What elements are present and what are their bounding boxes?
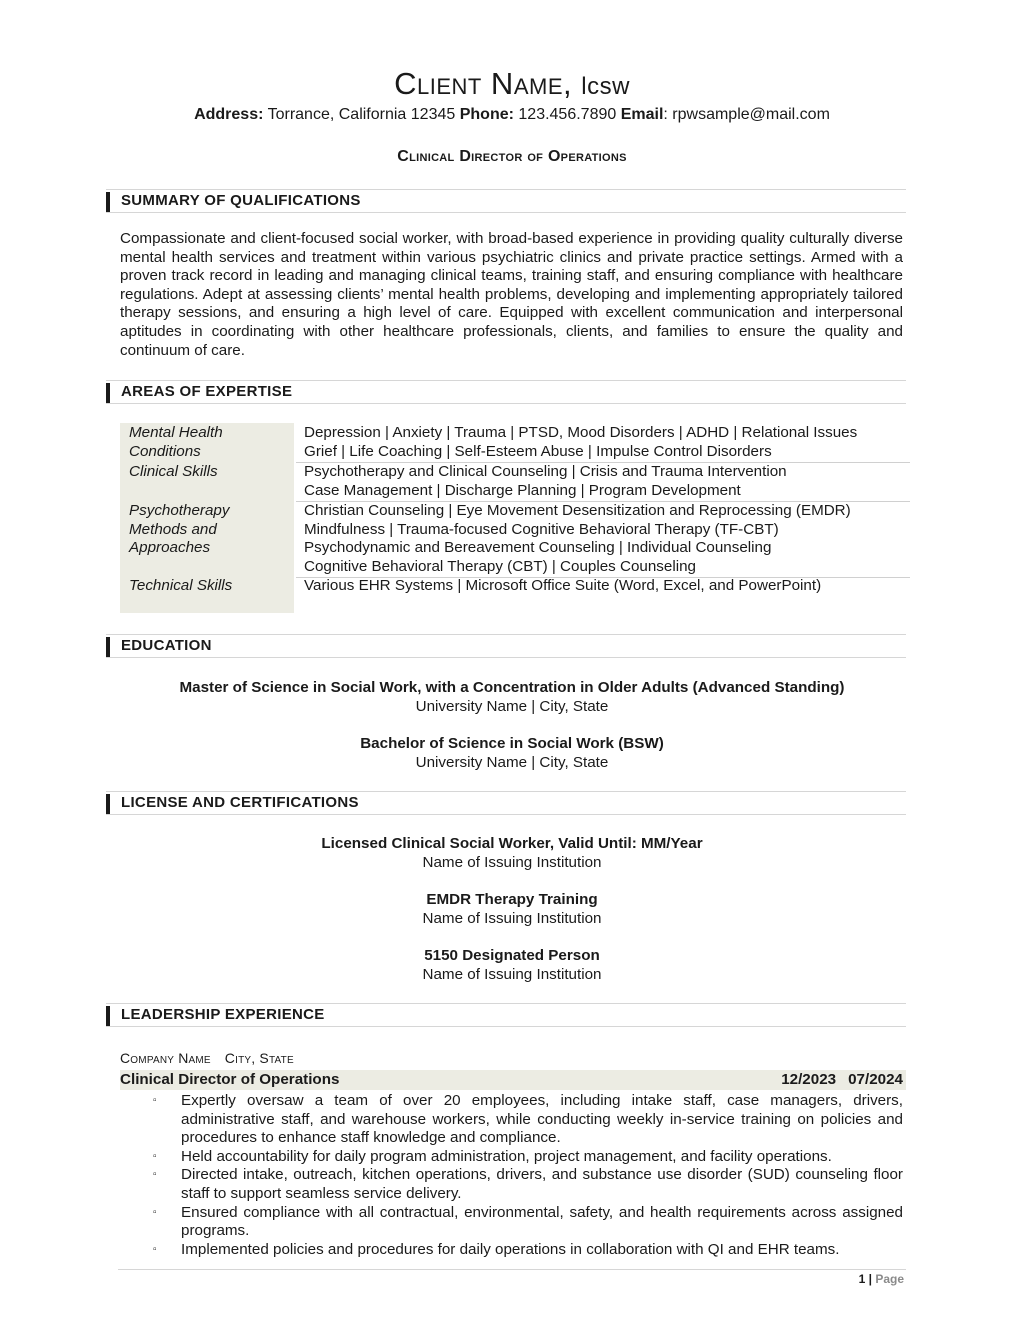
phone: 123.456.7890 [518,106,617,123]
section-bar [106,794,110,814]
email: : rpwsample@mail.com [663,106,830,123]
expertise-items: Various EHR Systems | Microsoft Office Suite (Word, Excel, and PowerPoint) [304,577,822,594]
section-header-leadership: LEADERSHIP EXPERIENCE [106,1003,906,1027]
section-header-license: LICENSE AND CERTIFICATIONS [106,791,906,815]
expertise-category: Mental Health Conditions [129,424,223,460]
page-number: 1 [858,1272,866,1286]
section-header-summary: SUMMARY OF QUALIFICATIONS [106,189,906,213]
expertise-category: Technical Skills [129,577,233,594]
school: University Name | City, State [415,698,609,715]
page-label: Page [875,1272,904,1286]
contact-line: Address: Torrance, California 12345 Phone: 123.456.7890 Email: rpwsample@mail.com [194,106,830,123]
footer-divider [118,1269,906,1270]
client-name: Client Name, lcsw [394,66,630,101]
education-entry [0,734,1024,772]
section-header-education: EDUCATION [106,634,906,658]
credential: lcsw [581,73,630,100]
school: University Name | City, State [415,754,609,771]
job-dates: 12/2023 07/2024 [781,1071,903,1088]
section-bar [106,637,110,657]
job-title-bar [120,1070,906,1090]
expertise-items: Christian Counseling | Eye Movement Desensitization and Reprocessing (EMDR) Mindfulness | Trauma-focused Cognitive Behavioral Therapy (TF-CBT) Psychodynamic and Bereavement Counseling | Individual Counseling Cognitive Behavioral Therapy (CBT) | Couples Counseling [304,502,851,575]
summary-paragraph: Compassionate and client-focused social worker, with broad-based experience in providing quality culturally diverse mental health services and treatment within various psychiatric clinics and private practice settings. Armed with a proven track record in leading and managing clinical teams, training staff, and ensuring compliance with healthcare regulations. Adept at assessing clients’ mental health problems, developing and implementing appropriately tailored therapy sessions, and ensuring a high level of care. Equipped with excellent communication and interpersonal aptitudes in coordinating with other healthcare professionals, clients, and families to ensure the quality and continuum of care. [120,230,903,359]
license-issuer: Name of Issuing Institution [422,910,602,927]
bullet-icon: ▫ [153,1150,157,1162]
degree: Bachelor of Science in Social Work (BSW) [360,735,664,752]
company-line [120,1050,308,1066]
section-bar [106,383,110,403]
list-item: ▫ Expertly oversaw a team of over 20 employees, including intake staff, case managers, drivers, administrative staff, and warehouse workers, while conducting weekly in-service training on policies and procedures to enhance staff knowledge and compliance. [153,1092,903,1147]
company-location: City, State [224,1050,294,1066]
expertise-items: Psychotherapy and Clinical Counseling | Crisis and Trauma Intervention Case Management | Discharge Planning | Program Development [304,463,787,499]
bullet-icon: ▫ [153,1095,157,1106]
license-title: EMDR Therapy Training [426,891,598,908]
expertise-category: Psychotherapy Methods and Approaches [129,502,230,557]
section-header-expertise: AREAS OF EXPERTISE [106,380,906,404]
education-entry [0,678,1024,716]
bullet-icon: ▫ [153,1169,157,1181]
job-bullets [120,1092,903,1259]
job-title: Clinical Director of Operations [120,1071,340,1088]
expertise-category: Clinical Skills [129,463,218,480]
bullet-icon: ▫ [153,1206,157,1218]
address: Torrance, California 12345 [267,106,456,123]
license-entry [0,890,1024,928]
degree: Master of Science in Social Work, with a Concentration in Older Adults (Advanced Standing) [179,679,845,696]
bullet-icon: ▫ [153,1243,157,1255]
license-issuer: Name of Issuing Institution [422,966,602,983]
license-issuer: Name of Issuing Institution [422,854,602,871]
list-item: ▫ Held accountability for daily program administration, project management, and facility operations. [153,1147,832,1165]
list-item: ▫ Implemented policies and procedures for daily operations in collaboration with QI and EHR teams. [153,1240,840,1258]
target-title: Clinical Director of Operations [397,148,627,165]
list-item: ▫ Ensured compliance with all contractual, environmental, safety, and health requirements across assigned programs. [153,1203,903,1240]
license-title: Licensed Clinical Social Worker, Valid Until: MM/Year [321,835,703,852]
page-footer: 1 | Page [858,1272,904,1286]
section-bar [106,192,110,212]
list-item: ▫ Directed intake, outreach, kitchen operations, drivers, and substance use disorder (SUD) counseling floor staff to support seamless service delivery. [153,1166,903,1202]
license-title: 5150 Designated Person [424,947,600,964]
company-name: Company Name [120,1050,211,1066]
license-entry [0,946,1024,984]
license-entry [0,834,1024,872]
section-bar [106,1006,110,1026]
expertise-items: Depression | Anxiety | Trauma | PTSD, Mood Disorders | ADHD | Relational Issues Grief | Life Coaching | Self-Esteem Abuse | Impulse Control Disorders [304,424,858,460]
